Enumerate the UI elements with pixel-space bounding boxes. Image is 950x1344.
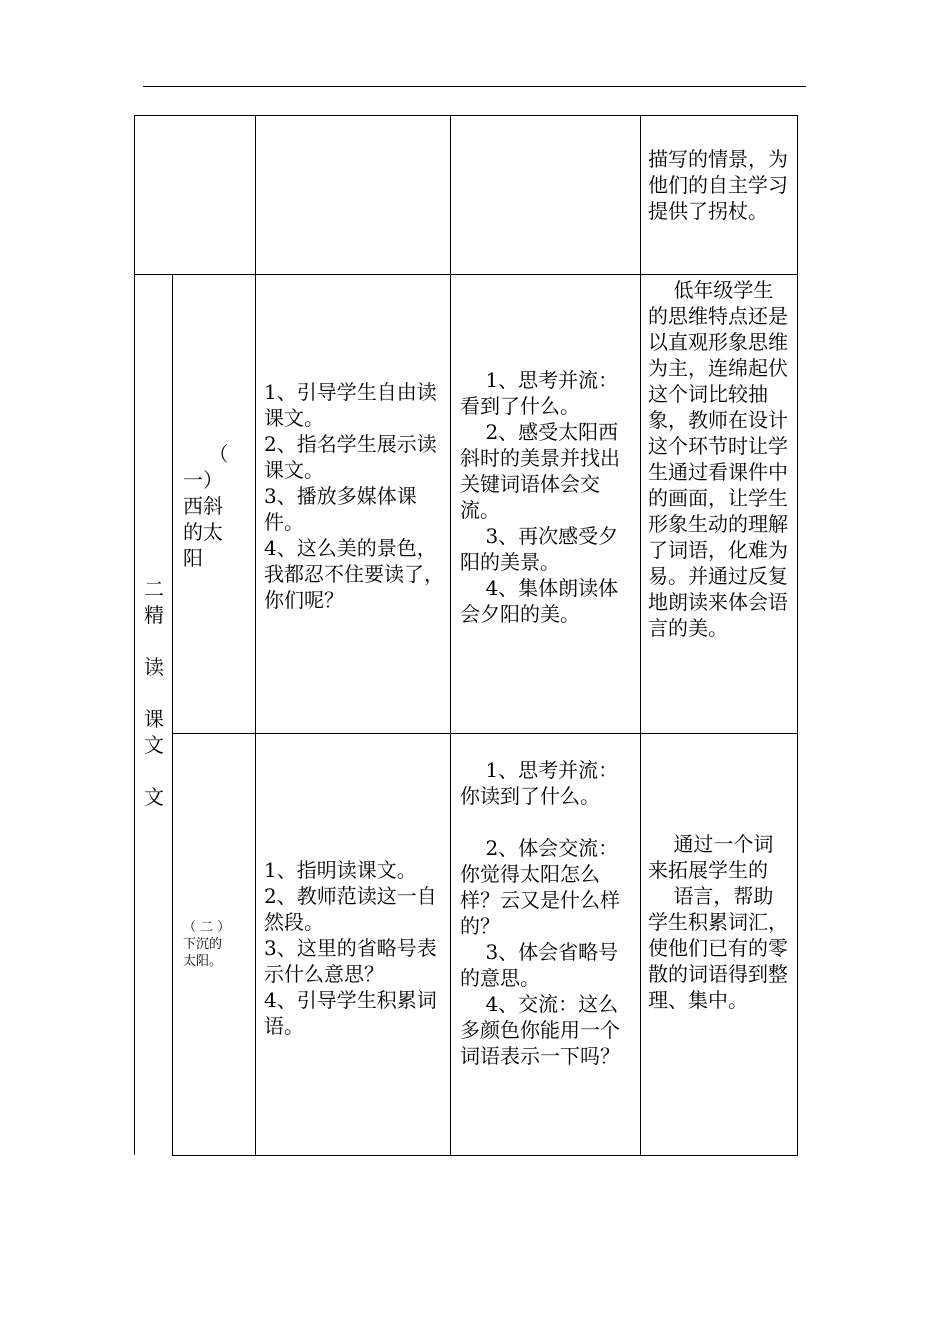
table-border-left [134, 115, 135, 1155]
part2-design-note: 通过一个词来拓展学生的 语言，帮助学生积累词汇，使他们已有的零散的词语得到整理、集中。 [648, 832, 788, 1012]
table-border-right [797, 115, 798, 1156]
part2-teacher-activity: 1、指明读课文。 2、教师范读这一自然段。 3、这里的省略号表示什么意思？ 4、引导学生积累词语。 [264, 858, 437, 1038]
header-rule [143, 86, 806, 87]
table-border-bottom [172, 1155, 798, 1156]
table-border-top [134, 115, 798, 116]
column-divider [255, 115, 256, 1156]
part1-student-activity: 1、思考并流： 看到了什么。 2、感受太阳西斜时的美景并找出关键词语体会交流。 3、再次感受夕阳的美景。 4、集体朗读体会夕阳的美。 [460, 368, 620, 626]
part1-teacher-activity: 1、引导学生自由读课文。 2、指名学生展示读课文。 3、播放多媒体课件。 4、这么美的景色，我都忍不住要读了，你们呢？ [264, 380, 444, 612]
column-divider [640, 115, 641, 1156]
row-divider [172, 733, 798, 734]
section-label: 二 精 读 课 文 文 [144, 577, 164, 809]
row1-note: 描写的情景，为他们的自主学习提供了拐杖。 [648, 147, 788, 223]
part2-student-activity: 1、思考并流： 你读到了什么。 2、体会交流：你觉得太阳怎么样？云又是什么样的？ 3、体会省略号的意思。 4、交流：这么多颜色你能用一个词语表示一下吗？ [460, 758, 620, 1068]
part1-design-note: 低年级学生的思维特点还是以直观形象思维为主，连绵起伏这个词比较抽象，教师在设计这个环节时让学生通过看课件中的画面，让学生形象生动的理解了词语，化难为易。并通过反复地朗读来体会语言的美。 [648, 278, 788, 640]
column-divider [450, 115, 451, 1156]
part1-title: （ 一） 西斜 的太 阳 [183, 442, 229, 570]
column-divider [172, 274, 173, 1155]
part2-title: （ 二 ） 下沉的 太阳。 [183, 920, 231, 969]
row-divider [134, 274, 798, 275]
